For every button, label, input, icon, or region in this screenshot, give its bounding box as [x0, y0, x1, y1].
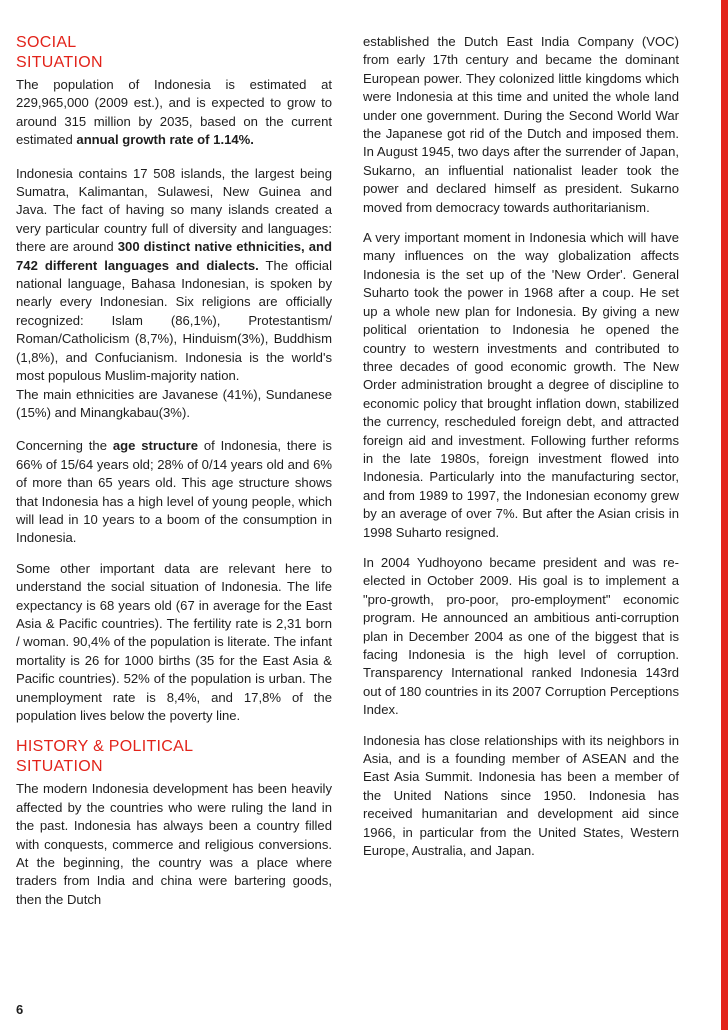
- social-paragraph-age-structure: Concerning the age structure of Indonesia, there is 66% of 15/64 years old; 28% of 0/14 years old and 6% of more than 65 years old. This age structure shows that Indonesia has a high level of young people, which will lead in 10 years to a boom of the consumption in Indonesia.: [16, 438, 332, 546]
- history-paragraph-new-order: A very important moment in Indonesia which will have many influences on the way globalization affects Indonesia is the set up of the 'New Order'. General Suharto took the power in 1968 after a coup. He set up a whole new plan for Indonesia. By giving a new political orientation to Indonesia he opened the country to western investments and contributed to three decades of good economic growth. The New Order administration brought a degree of discipline to economic policy that brought inflation down, stabilized the currency, rescheduled foreign debt, and attracted foreign aid and investment. Following further reforms in the late 1980s, foreign investment flowed into Indonesia. Particularly into the manufacturing sector, and from 1989 to 1997, the Indonesian economy grew by an average of over 7%. But after the Asian crisis in 1998 Suharto resigned.: [363, 230, 679, 540]
- social-paragraph-islands: Indonesia contains 17 508 islands, the largest being Sumatra, Kalimantan, Sulawesi, New Guinea and Java. The fact of having so many islands created a very particular country full of diversity and languages: there are around 300 distinct native ethnicities, and 742 different languages and dialects. The official national language, Bahasa Indonesian, is spoken by nearly every Indonesian. Six religions are officially recognized: Islam (86,1%), Protestantism/ Roman/Catholicism (8,7%), Hinduism(3%), Buddhism (1,8%), and Confucianism. Indonesia is the world's most populous Muslim-majority nation. The main ethnicities are Javanese (41%), Sundanese (15%) and Minangkabau(3%).: [16, 165, 332, 420]
- history-paragraph-intro: The modern Indonesia development has been heavily affected by the countries who were ruling the land in the past. Indonesia has always been a country filled with conquests, commerce and religious conversions. At the beginning, the country was a place where traders from India and china were bartering goods, then the Dutch: [16, 781, 332, 907]
- social-paragraph-population: The population of Indonesia is estimated at 229,965,000 (2009 est.), and is expected to grow to around 315 million by 2035, based on the current estimated annual growth rate of 1.14%.: [16, 77, 332, 148]
- accent-sidebar: [721, 0, 728, 1030]
- left-column: [16, 33, 332, 909]
- history-paragraph-yudhoyono: In 2004 Yudhoyono became president and was re-elected in October 2009. His goal is to implement a "pro-growth, pro-poor, pro-employment" economic program. He announced an ambitious anti-corruption plan in December 2004 as one of the biggest that is facing Indonesia is the high level of corruption. Transparency International ranked Indonesia 143rd out of 180 countries in its 2007 Corruption Perceptions Index.: [363, 554, 679, 718]
- history-heading: HISTORY & POLITICAL SITUATION: [16, 738, 194, 776]
- page-number: 6: [16, 1002, 24, 1017]
- history-paragraph-colonial: established the Dutch East India Company (VOC) from early 17th century and became the dominant European power. They colonized little kingdoms which were Indonesia at this time and united the whole land under one government. During the Second World War the Japanese got rid of the Dutch and imposed them. In August 1945, two days after the surrender of Japan, Sukarno, an influential nationalist leader took the power and declared himself as president. Sukarno moved from democracy towards authoritarianism.: [363, 34, 679, 215]
- history-paragraph-relations: Indonesia has close relationships with its neighbors in Asia, and is a founding member of ASEAN and the East Asia Summit. Indonesia has been a member of the United Nations since 1950. Indonesia has received humanitarian and development aid since 1966, in particular from the United States, Western Europe, Australia, and Japan.: [363, 732, 679, 859]
- social-paragraph-statistics: Some other important data are relevant here to understand the social situation of Indonesia. The life expectancy is 68 years old (67 in average for the East Asia & Pacific countries). The fertility rate is 2,31 born / woman. 90,4% of the population is literate. The infant mortality is 26 for 1000 births (35 for the East Asia & Pacific countries). 52% of the population is urban. The unemployment rate is 8,4%, and 17,8% of the population lives below the poverty line.: [16, 560, 332, 723]
- right-column: [363, 33, 679, 860]
- social-heading: SOCIAL SITUATION: [16, 34, 103, 71]
